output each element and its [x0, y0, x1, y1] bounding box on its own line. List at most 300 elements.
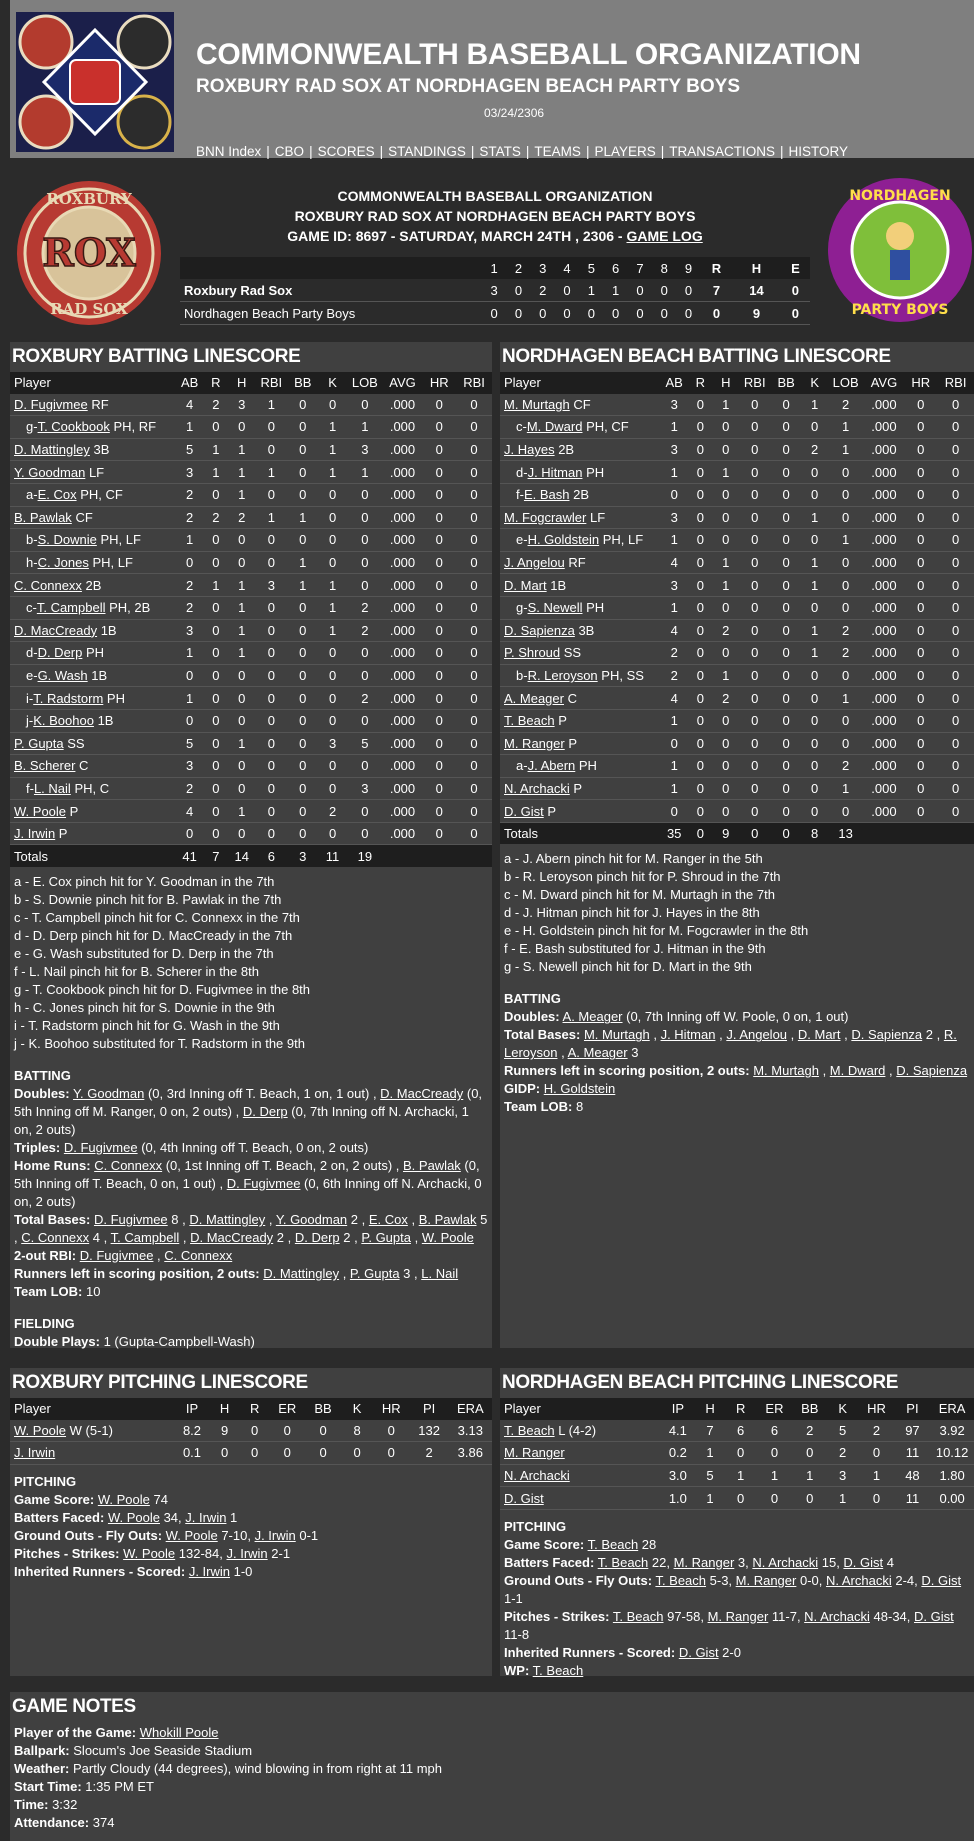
player-link[interactable]: A. Meager — [567, 1045, 628, 1061]
batting-stat-cell: 5 — [176, 732, 203, 755]
player-link[interactable]: J. Irwin — [14, 826, 56, 842]
pitching-stat-cell: 1 — [827, 1487, 858, 1510]
player-position: 3B — [578, 622, 595, 638]
batting-stat-cell: 0 — [904, 483, 937, 506]
batting-stat-cell: 0 — [688, 709, 713, 732]
batting-row — [500, 551, 974, 574]
batting-stat-cell: .000 — [864, 461, 905, 484]
player-link[interactable]: T. Cookbook — [37, 419, 110, 435]
batting-row — [500, 574, 974, 597]
nav-link[interactable]: TRANSACTIONS — [669, 144, 776, 159]
batting-stat-cell: 0 — [176, 664, 203, 687]
sub-letter: e- — [26, 668, 38, 684]
player-link[interactable]: D. Fugivmee — [63, 1140, 138, 1156]
nav-link[interactable]: HISTORY — [788, 144, 849, 159]
batting-stat-cell: 0 — [771, 800, 802, 823]
batting-stat-cell: 0 — [288, 438, 318, 461]
pitching-stat-cell: 8.2 — [174, 1420, 209, 1442]
batting-stat-cell: 0 — [229, 755, 255, 778]
player-link[interactable]: Y. Goodman — [73, 1086, 145, 1102]
player-link[interactable]: M. Ranger — [504, 735, 565, 751]
batting-totals-cell — [937, 822, 974, 844]
batting-row — [500, 755, 974, 778]
batting-stat-cell: 2 — [828, 755, 864, 778]
player-link[interactable]: D. Gist — [914, 1608, 954, 1624]
batting-totals-cell: 6 — [255, 845, 288, 867]
player-link[interactable]: J. Irwin — [226, 1545, 268, 1561]
player-link[interactable]: D. Gist — [843, 1554, 884, 1570]
batting-player-cell — [500, 506, 660, 529]
pitching-stat-cell: 4.1 — [661, 1420, 696, 1442]
batting-stat-cell: 0 — [347, 574, 382, 597]
batting-stat-cell: 0 — [828, 461, 864, 484]
batting-stat-cell: .000 — [382, 777, 422, 800]
batting-player-cell — [10, 416, 176, 439]
pitching-detail-line — [504, 1644, 970, 1662]
batting-row — [10, 438, 492, 461]
player-link[interactable]: W. Poole — [123, 1545, 176, 1561]
game-log-link[interactable]: GAME LOG — [626, 228, 703, 244]
batting-stat-cell: 0 — [203, 777, 228, 800]
line-score-cell: 0 — [506, 279, 530, 302]
player-link[interactable]: J. Hitman — [527, 464, 583, 480]
cbo-logo[interactable] — [16, 12, 174, 152]
line-score-header-cell: R — [701, 257, 733, 279]
batting-stat-cell: 0 — [229, 687, 255, 710]
batting-detail-text: , — [153, 1248, 165, 1264]
substitution-note: a - J. Abern pinch hit for M. Ranger in the 5th — [504, 851, 763, 867]
player-link[interactable]: C. Connexx — [164, 1248, 233, 1264]
batting-stat-cell: 2 — [347, 619, 382, 642]
line-score-cell: 1 — [603, 279, 627, 302]
line-score-cell: 0 — [482, 302, 506, 325]
sub-letter: a- — [26, 487, 38, 503]
player-link[interactable]: J. Angelou — [504, 555, 565, 571]
batting-stat-cell: 0 — [771, 574, 802, 597]
batting-stat-cell: 0 — [904, 755, 937, 778]
player-link[interactable]: T. Beach — [587, 1536, 639, 1552]
batting-stat-cell: 1 — [255, 394, 288, 416]
player-link[interactable]: G. Wash — [37, 668, 88, 684]
batting-stat-cell: 0 — [904, 664, 937, 687]
player-link[interactable]: D. Fugivmee — [14, 396, 88, 412]
pitching-header-cell: H — [210, 1398, 240, 1420]
player-link[interactable]: T. Campbell — [36, 600, 106, 616]
player-link[interactable]: L. Nail — [33, 780, 71, 796]
player-link[interactable]: D. Sapienza — [504, 622, 575, 638]
player-link[interactable]: R. Leroyson — [504, 1027, 957, 1061]
batting-player-cell — [500, 777, 660, 800]
sub-letter: h- — [26, 555, 38, 571]
player-link[interactable]: A. Meager — [562, 1009, 623, 1025]
player-link[interactable]: T. Beach — [612, 1608, 664, 1624]
sub-letter: f- — [26, 780, 34, 796]
batting-detail-line — [504, 1098, 970, 1116]
batting-stat-cell: 1 — [229, 619, 255, 642]
roxbury-logo[interactable] — [14, 178, 164, 328]
batting-stat-cell: 0 — [229, 822, 255, 845]
player-position: RF — [91, 396, 109, 412]
player-link[interactable]: D. Derp — [294, 1230, 340, 1246]
substitution-note: c - M. Dward pinch hit for M. Murtagh in the 7th — [504, 887, 775, 903]
pitching-row — [500, 1487, 974, 1510]
nav-link[interactable]: PLAYERS — [594, 144, 656, 159]
batting-stat-cell: .000 — [382, 394, 422, 416]
batting-stat-cell: 1 — [713, 461, 739, 484]
batting-stat-cell: 0 — [422, 529, 456, 552]
batting-stat-cell: 0 — [828, 800, 864, 823]
player-link[interactable]: D. Fugivmee — [93, 1212, 168, 1228]
line-score-cell: 0 — [555, 302, 579, 325]
site-header — [10, 0, 974, 158]
pitching-notes — [10, 1465, 492, 1581]
player-link[interactable]: L. Nail — [421, 1266, 459, 1282]
batting-detail-text: 3 , — [399, 1266, 422, 1282]
player-link[interactable]: E. Bash — [523, 487, 570, 503]
player-link[interactable]: T. Beach — [655, 1572, 707, 1588]
batting-stat-cell: 0 — [456, 596, 492, 619]
player-link[interactable]: W. Poole — [421, 1230, 474, 1246]
player-link[interactable]: C. Connexx — [21, 1230, 90, 1246]
player-link[interactable]: B. Pawlak — [418, 1212, 477, 1228]
player-position: 2B — [85, 577, 102, 593]
player-link[interactable]: D. Fugivmee — [79, 1248, 154, 1264]
batting-player-cell — [10, 529, 176, 552]
batting-header-cell: LOB — [347, 372, 382, 394]
batting-stat-cell: 0 — [937, 709, 974, 732]
batting-stat-cell: 0 — [347, 822, 382, 845]
nordhagen-logo-bottom: PARTY BOYS — [851, 302, 949, 318]
pitching-stat-cell: 0 — [240, 1442, 270, 1465]
batting-stat-cell: 0 — [318, 755, 347, 778]
player-link[interactable]: M. Murtagh — [753, 1063, 819, 1079]
player-link[interactable]: J. Hayes — [504, 442, 555, 458]
nav-link[interactable]: STANDINGS — [388, 144, 466, 159]
batting-stat-cell: 0 — [203, 800, 228, 823]
pitching-detail-label: Ground Outs - Fly Outs: — [14, 1527, 163, 1543]
site-subtitle: ROXBURY RAD SOX AT NORDHAGEN BEACH PARTY BOYS — [196, 76, 741, 97]
batting-stat-cell: 0 — [318, 394, 347, 416]
player-link[interactable]: D. MacCready — [380, 1086, 464, 1102]
batting-row — [500, 506, 974, 529]
pitching-stat-cell: 6 — [725, 1420, 756, 1442]
pitching-detail-text: 2-4, — [891, 1572, 922, 1588]
player-link[interactable]: D. Gist — [504, 803, 544, 819]
pitching-player-cell — [500, 1442, 661, 1465]
pitching-header-cell: ER — [270, 1398, 305, 1420]
player-link[interactable]: T. Beach — [504, 713, 555, 729]
batting-stat-cell: 0 — [802, 709, 828, 732]
player-link[interactable]: J. Hitman — [660, 1027, 716, 1043]
batting-stat-cell: 0 — [255, 687, 288, 710]
player-link[interactable]: N. Archacki — [804, 1608, 870, 1624]
player-link[interactable]: D. Mart — [504, 577, 547, 593]
player-link[interactable]: D. Derp — [37, 645, 83, 661]
player-link[interactable]: W. Poole — [165, 1527, 218, 1543]
player-link[interactable]: P. Gupta — [14, 735, 64, 751]
nordhagen-logo[interactable] — [826, 176, 974, 324]
player-link[interactable]: M. Murtagh — [504, 396, 570, 412]
player-link[interactable]: T. Beach — [597, 1554, 649, 1570]
player-link[interactable]: J. Abern — [527, 758, 576, 774]
batting-stat-cell: 2 — [828, 394, 864, 416]
player-link[interactable]: W. Poole — [14, 803, 67, 819]
pitching-row — [10, 1420, 492, 1442]
batting-stat-cell: 0 — [802, 416, 828, 439]
batting-row — [10, 529, 492, 552]
player-link[interactable]: D. Sapienza — [851, 1027, 923, 1043]
player-link[interactable]: N. Archacki — [504, 780, 570, 796]
nav-link[interactable]: CBO — [274, 144, 305, 159]
nav-separator: | — [379, 144, 384, 159]
batting-stat-cell: 0 — [456, 619, 492, 642]
batting-stat-cell: 0 — [739, 416, 771, 439]
batting-row — [10, 732, 492, 755]
batting-player-cell — [500, 529, 660, 552]
batting-stat-cell: 0 — [937, 664, 974, 687]
batting-stat-cell: 0 — [688, 483, 713, 506]
batting-stat-cell: 0 — [828, 551, 864, 574]
batting-stat-cell: 0 — [688, 461, 713, 484]
player-link[interactable]: T. Beach — [504, 1422, 555, 1438]
player-position: PH, C — [74, 780, 110, 796]
player-link[interactable]: J. Angelou — [726, 1027, 788, 1043]
player-link[interactable]: E. Cox — [37, 487, 77, 503]
batting-stat-cell: 0 — [456, 438, 492, 461]
player-link[interactable]: Y. Goodman — [275, 1212, 348, 1228]
player-link[interactable]: N. Archacki — [825, 1572, 892, 1588]
pitching-stat-cell: 1.80 — [930, 1464, 974, 1487]
nordhagen-batting-panel — [500, 342, 974, 1348]
batting-stat-cell: 0 — [688, 777, 713, 800]
batting-stat-cell: 1 — [229, 438, 255, 461]
nav-separator: | — [660, 144, 665, 159]
pitching-detail-text: 3, — [734, 1554, 753, 1570]
pitching-player-cell — [10, 1442, 174, 1465]
player-link[interactable]: C. Connexx — [14, 577, 82, 593]
player-position: 3B — [93, 442, 110, 458]
batting-stat-cell: 0 — [802, 755, 828, 778]
player-link[interactable]: D. Mart — [797, 1027, 841, 1043]
batting-stat-cell: 0 — [203, 551, 228, 574]
fielding-line — [14, 1333, 488, 1351]
batting-stat-cell: .000 — [864, 800, 905, 823]
batting-row — [10, 687, 492, 710]
player-position: P — [558, 713, 567, 729]
sub-letter: i- — [26, 690, 34, 706]
player-link[interactable]: D. Fugivmee — [226, 1176, 301, 1192]
player-link[interactable]: B. Pawlak — [403, 1158, 461, 1174]
player-link[interactable]: B. Pawlak — [14, 509, 72, 525]
batting-stat-cell: 0 — [347, 551, 382, 574]
batting-stat-cell: .000 — [864, 777, 905, 800]
player-link[interactable]: M. Ranger — [673, 1554, 735, 1570]
batting-stat-cell: 0 — [456, 822, 492, 845]
pitching-stat-cell: 0 — [793, 1442, 827, 1465]
player-link[interactable]: J. Irwin — [14, 1445, 56, 1461]
batting-detail-line — [504, 1080, 970, 1098]
batting-totals-cell: 9 — [713, 822, 739, 844]
player-position: PH, 2B — [109, 600, 151, 616]
pitching-row — [500, 1420, 974, 1442]
batting-detail-text: (0, 5th Inning off M. Ranger, 0 on, 2 outs) , — [14, 1086, 483, 1120]
batting-stat-cell: 0 — [739, 529, 771, 552]
pitching-detail-text: 4 — [883, 1554, 894, 1570]
player-link[interactable]: D. Gist — [504, 1490, 544, 1506]
player-link[interactable]: H. Goldstein — [527, 532, 600, 548]
player-position: C — [79, 758, 89, 774]
nav-link[interactable]: BNN Index — [196, 144, 262, 159]
batting-stat-cell: 1 — [255, 461, 288, 484]
player-link[interactable]: D. MacCready — [190, 1230, 274, 1246]
batting-stat-cell: 0 — [771, 596, 802, 619]
nav-separator: | — [780, 144, 784, 159]
player-link[interactable]: D. Gist — [678, 1644, 719, 1660]
weather-value: Partly Cloudy (44 degrees), wind blowing in from right at 11 mph — [73, 1761, 443, 1776]
pitching-stat-cell: 0 — [858, 1487, 894, 1510]
player-link[interactable]: P. Gupta — [361, 1230, 411, 1246]
game-date: 03/24/2306 — [484, 106, 545, 120]
substitution-note: g - T. Cookbook pinch hit for D. Fugivmee in the 8th — [14, 982, 311, 998]
batting-header-cell: Player — [10, 372, 176, 394]
player-link[interactable]: N. Archacki — [752, 1554, 819, 1570]
player-link[interactable]: D. Sapienza — [896, 1063, 968, 1079]
player-link[interactable]: T. Radstorm — [33, 690, 104, 706]
player-link[interactable]: A. Meager — [504, 690, 564, 706]
pitching-header-cell: IP — [174, 1398, 209, 1420]
player-link[interactable]: W. Poole — [107, 1509, 160, 1525]
batting-stat-cell: 0 — [318, 664, 347, 687]
batting-stat-cell: 0 — [904, 777, 937, 800]
pitching-detail-text: 1-0 — [230, 1563, 253, 1579]
batting-detail-label: 2-out RBI: — [14, 1248, 77, 1264]
sub-letter: c- — [516, 419, 527, 435]
batting-stat-cell: 3 — [176, 619, 203, 642]
player-link[interactable]: W. Poole — [97, 1491, 150, 1507]
batting-stat-cell: 0 — [288, 755, 318, 778]
potg-link[interactable]: Whokill Poole — [139, 1725, 219, 1740]
pitching-detail-line — [14, 1527, 488, 1545]
batting-stat-cell: 0 — [713, 529, 739, 552]
player-link[interactable]: B. Scherer — [14, 758, 76, 774]
batting-header-cell: RBI — [255, 372, 288, 394]
player-link[interactable]: J. Irwin — [254, 1527, 296, 1543]
batting-header-cell: RBI — [937, 372, 974, 394]
batting-totals-cell: 14 — [229, 845, 255, 867]
player-link[interactable]: D. Gist — [921, 1572, 962, 1588]
line-score-cell: 0 — [628, 279, 652, 302]
player-link[interactable]: M. Dward — [829, 1063, 886, 1079]
batting-stat-cell: 0 — [771, 461, 802, 484]
player-link[interactable]: N. Archacki — [504, 1468, 570, 1484]
player-link[interactable]: Y. Goodman — [14, 464, 86, 480]
player-link[interactable]: T. Beach — [532, 1662, 584, 1678]
line-score-header-cell: 2 — [506, 257, 530, 279]
player-link[interactable]: P. Shroud — [504, 645, 561, 661]
batting-stat-cell: 1 — [203, 574, 228, 597]
player-position: PH, CF — [586, 419, 629, 435]
player-link[interactable]: M. Ranger — [735, 1572, 797, 1588]
player-link[interactable]: M. Ranger — [504, 1445, 565, 1461]
batting-stat-cell: 1 — [660, 777, 688, 800]
batting-stat-cell: 0 — [771, 506, 802, 529]
batting-detail-label: Doubles: — [504, 1009, 560, 1025]
batting-stat-cell: 0 — [318, 529, 347, 552]
player-link[interactable]: R. Leroyson — [527, 668, 598, 684]
player-link[interactable]: P. Gupta — [349, 1266, 400, 1282]
player-link[interactable]: D. Mattingley — [14, 442, 90, 458]
batting-stat-cell: 0 — [255, 416, 288, 439]
batting-detail-text: 2 , — [922, 1027, 944, 1043]
batting-stat-cell: 2 — [713, 687, 739, 710]
player-link[interactable]: T. Campbell — [110, 1230, 180, 1246]
batting-stat-cell: 0 — [318, 822, 347, 845]
player-link[interactable]: D. Derp — [242, 1104, 288, 1120]
batting-stat-cell: 0 — [456, 416, 492, 439]
nav-link[interactable]: SCORES — [317, 144, 375, 159]
batting-stat-cell: 0 — [904, 529, 937, 552]
batting-stat-cell: 2 — [176, 483, 203, 506]
pitching-header-cell: Player — [10, 1398, 174, 1420]
batting-totals-cell: 0 — [688, 822, 713, 844]
batting-detail-line — [504, 1026, 970, 1062]
player-link[interactable]: D. MacCready — [14, 622, 98, 638]
player-link[interactable]: M. Murtagh — [583, 1027, 650, 1043]
player-link[interactable]: C. Connexx — [94, 1158, 163, 1174]
batting-stat-cell: 0 — [288, 642, 318, 665]
player-link[interactable]: J. Irwin — [185, 1509, 227, 1525]
pitching-header-cell: HR — [373, 1398, 410, 1420]
batting-row — [10, 416, 492, 439]
line-score-row — [180, 279, 810, 302]
pitching-player-cell — [500, 1487, 661, 1510]
nav-link[interactable]: STATS — [479, 144, 521, 159]
player-link[interactable]: D. Mattingley — [263, 1266, 340, 1282]
batting-detail-text: (0, 4th Inning off T. Beach, 0 on, 2 outs) — [137, 1140, 369, 1156]
player-link[interactable]: S. Downie — [37, 532, 97, 548]
pitching-stat-cell: 0 — [240, 1420, 270, 1442]
player-link[interactable]: J. Irwin — [188, 1563, 230, 1579]
player-link[interactable]: W. Poole — [14, 1422, 67, 1438]
batting-stat-cell: 0 — [422, 709, 456, 732]
player-link[interactable]: H. Goldstein — [543, 1081, 616, 1097]
player-link[interactable]: E. Cox — [368, 1212, 408, 1228]
batting-row — [10, 461, 492, 484]
player-link[interactable]: S. Newell — [527, 600, 583, 616]
player-link[interactable]: M. Dward — [526, 419, 583, 435]
batting-player-cell — [10, 755, 176, 778]
pitching-stat-cell: 1 — [695, 1487, 725, 1510]
batting-player-cell — [500, 483, 660, 506]
player-link[interactable]: M. Fogcrawler — [504, 509, 587, 525]
batting-stat-cell: 0 — [176, 551, 203, 574]
player-link[interactable]: M. Ranger — [707, 1608, 769, 1624]
batting-stat-cell: 0 — [456, 664, 492, 687]
batting-stat-cell: 0 — [828, 664, 864, 687]
player-link[interactable]: D. Mattingley — [189, 1212, 266, 1228]
pitching-stat-cell: 1 — [695, 1442, 725, 1465]
batting-detail-label: Total Bases: — [504, 1027, 581, 1043]
player-link[interactable]: C. Jones — [37, 555, 89, 571]
batting-stat-cell: .000 — [382, 687, 422, 710]
batting-stat-cell: 0 — [937, 687, 974, 710]
nav-link[interactable]: TEAMS — [534, 144, 581, 159]
batting-stat-cell: 0 — [255, 619, 288, 642]
player-link[interactable]: K. Boohoo — [33, 713, 94, 729]
batting-row — [500, 461, 974, 484]
batting-stat-cell: 0 — [203, 483, 228, 506]
batting-stat-cell: 0 — [937, 619, 974, 642]
